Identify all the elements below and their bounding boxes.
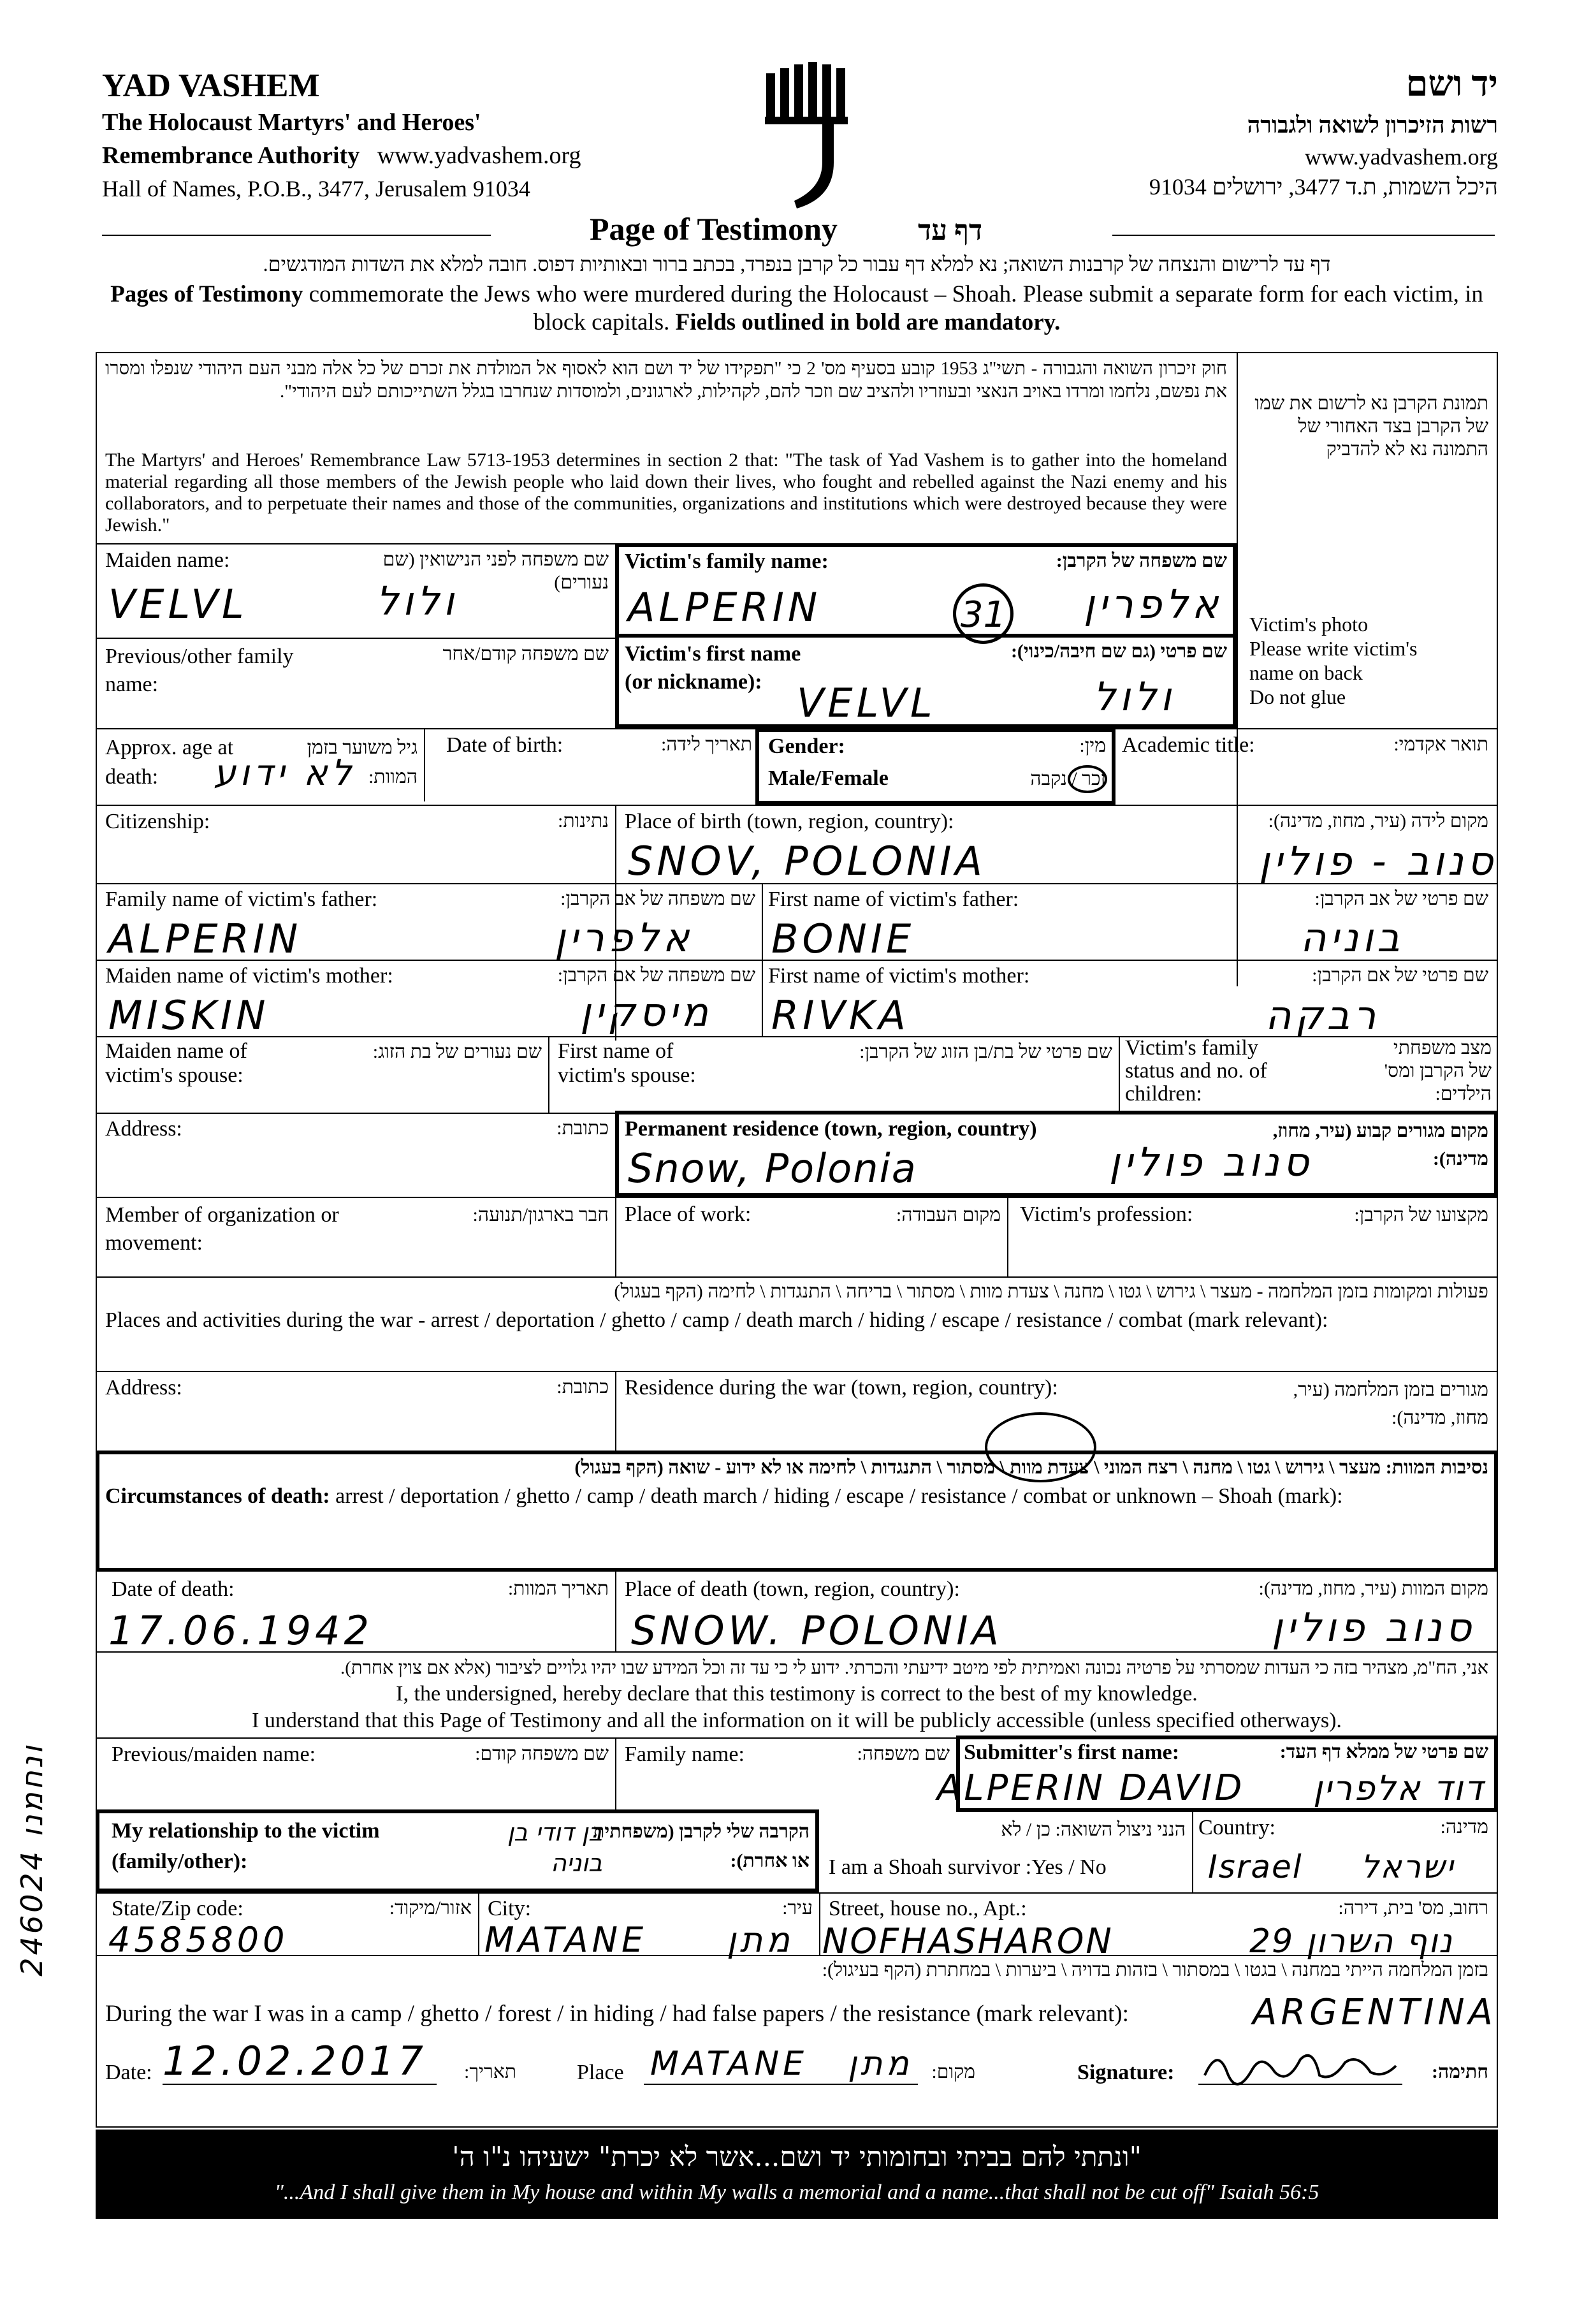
member-of-org-label-he: חבר בארגון/תנועה: <box>472 1204 609 1225</box>
submitter-first-name-value-he[interactable]: דוד אלפרין <box>1313 1768 1485 1808</box>
declaration-he: אני, הח"מ, מצהיר בזה כי העדות שמסרתי על פרטיה נכונה ואמיתית לפי מיטב ידיעתי והכרתי. ידוע לי כי עד זה וכל המידע שבו יהיו גלויים לציבור (אלא אם צוין אחרת). <box>340 1658 1488 1678</box>
gender-options-he[interactable]: זכר / נקבה <box>1030 768 1106 789</box>
rule-activities <box>96 1276 1498 1278</box>
submitter-previous-name-label-he: שם משפחה קודם: <box>475 1743 609 1764</box>
website-en: www.yadvashem.org <box>377 142 581 169</box>
rule-member <box>96 1197 1498 1198</box>
survivor-label-he: הנני ניצול השואה: כן / לא <box>1001 1819 1186 1840</box>
rule-citizenship <box>96 805 1498 806</box>
photo-line4: Do not glue <box>1249 685 1346 708</box>
address-label: Address: <box>105 1117 182 1141</box>
previous-family-name-label: Previous/other family name: <box>105 645 294 696</box>
mother-first-name-label-he: שם פרטי של אם הקרבן: <box>1312 965 1488 986</box>
place-of-birth-label: Place of birth (town, region, country): <box>625 810 954 833</box>
photo-instructions-he: תמונת הקרבן נא לרשום את שמו של הקרבן בצד האחורי של התמונה נא לא להדביק <box>1254 393 1488 460</box>
father-family-name-label: Family name of victim's father: <box>105 888 378 911</box>
permanent-residence-value-he[interactable]: סנוב פולין <box>1109 1139 1313 1185</box>
law-he: חוק זיכרון השואה והגבורה - תשי"ג 1953 קובע בסעיף מס' 2 כי "תפקידו של יד ושם הוא לאסוף אל המולדת את זכרם של כל אלה מבני העם היהודי שנפלו ומסרו את נפשם, נלחמו ומרדו באויב הנאצי ובעוזריו ולהציב שם וזכר להם, לקהילות, לארגונים, ולמוסדות שנחרבו בגלל השתייכותם לעם היהודי". <box>105 358 1227 402</box>
divider-member <box>615 1197 616 1276</box>
war-address-label-he: כתובת: <box>556 1377 609 1398</box>
law-en: The Martyrs' and Heroes' Remembrance Law 5713-1953 determines in section 2 that: "The task of Yad Vashem is to gather into the homeland material regarding all those members of the Jewish people who laid down their lives, who fought and rebelled against the Nazi enemy and his collaborators, and to perpetuate their names and those of the communities, organizations and institutions which were destroyed because they were Jewish." <box>105 449 1227 536</box>
photo-line2: Please write victim's <box>1249 637 1418 660</box>
divider-submitter-1 <box>615 1737 616 1811</box>
place-of-death-label: Place of death (town, region, country): <box>625 1577 960 1601</box>
photo-line3: name on back <box>1249 661 1363 684</box>
circumstances-label-he: נסיבות המוות: מעצר \ גירוש \ גטו \ מחנה \ רצח המוני \ צעדת מוות \ מסתור \ התנגדות \ לחימה או לא ידוע - שואה (הקף בעגול) <box>574 1457 1488 1478</box>
intro-en <box>102 281 1492 337</box>
org-name-en: YAD VASHEM <box>102 68 320 104</box>
org-name-he: יד ושם <box>1406 64 1498 104</box>
submitter-first-name-value[interactable]: ALPERIN DAVID <box>937 1767 1245 1809</box>
photo-divider <box>1237 352 1238 986</box>
gender-options: Male/Female <box>768 766 889 790</box>
profession-label-he: מקצועו של הקרבן: <box>1354 1204 1488 1225</box>
place-of-birth-value[interactable]: SNOV, POLONIA <box>628 838 986 884</box>
spouse-maiden-name-label-he: שם נעורים של בת הזוג: <box>372 1041 542 1062</box>
gender-label-he: מין: <box>1079 735 1106 756</box>
family-status-label: Victim's family status and no. of children: <box>1125 1036 1267 1106</box>
page-title-en: Page of Testimony <box>590 211 838 247</box>
maiden-name-value[interactable]: VELVL <box>108 581 248 627</box>
spouse-first-name-label: First name of victim's spouse: <box>558 1039 696 1087</box>
circumstances-label <box>105 1484 1488 1509</box>
divider-spouse-2 <box>1119 1036 1120 1113</box>
date-underline <box>163 2084 437 2085</box>
place-of-death-value-he[interactable]: סנוב פולין <box>1272 1604 1476 1651</box>
victim-family-name-mark: 31 <box>953 583 1014 644</box>
footer-quote-he: "ונתתי להם בביתי ובחומותי יד ושם...אשר לא יכרת" ישעיהו נ"ו ה' <box>452 2141 1142 2172</box>
war-camp-label-he: בזמן המלחמה הייתי במחנה \ בגטו \ במסתור \ בזהות בדויה \ ביערות \ במחתרת (הקף בעיגול): <box>822 1959 1488 1980</box>
divider-age <box>424 728 425 801</box>
member-of-org-label: Member of organization or movement: <box>105 1203 339 1255</box>
profession-label: Victim's profession: <box>1020 1202 1193 1226</box>
date-of-death-value[interactable]: 17.06.1942 <box>108 1607 373 1654</box>
authority-line1-en: The Holocaust Martyrs' and Heroes' <box>102 109 481 136</box>
mother-first-name-label: First name of victim's mother: <box>768 964 1030 988</box>
activities-label: Places and activities during the war - arrest / deportation / ghetto / camp / death march / hiding / escape / resistance / combat (mark relevant): <box>105 1308 1328 1332</box>
place-of-death-value[interactable]: SNOW. POLONIA <box>631 1607 1003 1654</box>
date-of-death-label: Date of death: <box>112 1577 235 1601</box>
state-zip-value[interactable]: 4585800 <box>108 1920 289 1960</box>
city-value[interactable]: MATANE <box>484 1920 648 1960</box>
title-rule-right <box>1112 235 1495 236</box>
intro-he: דף עד לרישום והנצחה של קרבנות השואה; נא למלא דף עבור כל קרבן בנפרד, בכתב ברור ובאותיות דפוס. חובה למלא את השדות המודגשים. <box>263 252 1331 275</box>
signature-label-he: חתימה: <box>1432 2061 1488 2082</box>
place-underline <box>644 2084 918 2085</box>
activities-label-he: פעולות ומקומות בזמן המלחמה - מעצר \ גירוש \ גטו \ מחנה \ צעדת מוות \ מסתור \ בריחה \ התנגדות \ לחימה (הקף בעגול) <box>614 1281 1488 1302</box>
victim-family-name-label: Victim's family name: <box>625 550 829 573</box>
rule-mother <box>96 960 1498 961</box>
place-value[interactable]: MATANE <box>650 2045 808 2083</box>
maiden-name-label: Maiden name: <box>105 548 230 572</box>
submitter-first-name-label-he: שם פרטי של ממלא דף העד: <box>1279 1741 1488 1762</box>
previous-family-name-label-he: שם משפחה קודם/אחר <box>442 643 609 664</box>
photo-line1: Victim's photo <box>1249 613 1369 636</box>
mother-maiden-name-label: Maiden name of victim's mother: <box>105 964 393 988</box>
father-first-name-label-he: שם פרטי של אב הקרבן: <box>1314 888 1488 909</box>
date-label: Date: <box>105 2061 152 2084</box>
divider-spouse-1 <box>548 1036 549 1113</box>
place-of-work-label-he: מקום העבודה: <box>896 1204 1001 1225</box>
father-family-name-value[interactable]: ALPERIN <box>108 916 302 962</box>
academic-title-label-he: תואר אקדמי: <box>1393 734 1488 755</box>
declaration-en-2: I understand that this Page of Testimony and all the information on it will be publicly accessible (unless specified otherways). <box>252 1709 1342 1732</box>
academic-title-label: Academic title: <box>1122 733 1255 757</box>
maiden-name-value-he[interactable]: ולול <box>376 578 458 624</box>
street-value-he[interactable]: נוף השרון 29 <box>1249 1922 1453 1961</box>
intro-en-lead: Pages of Testimony <box>110 281 303 307</box>
spouse-first-name-label-he: שם פרטי של בת/בן הזוג של הקרבן: <box>859 1041 1112 1062</box>
intro-en-tail: Fields outlined in bold are mandatory. <box>675 309 1061 335</box>
father-first-name-label: First name of victim's father: <box>768 888 1019 911</box>
war-residence-label: Residence during the war (town, region, country): <box>625 1376 1058 1400</box>
country-label: Country: <box>1198 1816 1275 1839</box>
submitter-family-name-label: Family name: <box>625 1743 745 1766</box>
circumstances-label-text: arrest / deportation / ghetto / camp / death march / hiding / escape / resistance / combat or unknown – Shoah (mark): <box>330 1484 1343 1508</box>
date-of-death-label-he: תאריך המוות: <box>507 1578 609 1599</box>
authority-he: רשות הזיכרון לשואה ולגבורה <box>1247 112 1498 138</box>
rule-war-camp <box>96 1955 1498 1956</box>
circumstances-mass-murder-circle <box>985 1412 1096 1482</box>
city-label-he: עיר: <box>782 1897 813 1918</box>
footer-quote-en: "...And I shall give them in My house and within My walls a memorial and a name...that shall not be cut off" Isaiah 56:5 <box>274 2181 1319 2204</box>
state-zip-label: State/Zip code: <box>112 1897 243 1920</box>
victim-first-name-label-he: שם פרטי (גם שם חיבה/כינוי): <box>1010 641 1227 662</box>
approx-age-label: Approx. age at death: <box>105 736 234 789</box>
relationship-label: My relationship to the victim (family/other): <box>112 1819 380 1873</box>
signature-label: Signature: <box>1077 2061 1175 2084</box>
survivor-label[interactable]: I am a Shoah survivor :Yes / No <box>829 1855 1107 1879</box>
address-he: היכל השמות, ת.ד 3477, ירושלים 91034 <box>1149 174 1498 200</box>
family-status-label-he: מצב משפחתי של הקרבן ומס' הילדים: <box>1384 1037 1492 1104</box>
date-value[interactable]: 12.02.2017 <box>163 2038 427 2084</box>
website-he: www.yadvashem.org <box>1305 144 1498 170</box>
rule-declaration <box>96 1651 1498 1653</box>
rule-state <box>96 1892 1498 1894</box>
permanent-residence-value[interactable]: Snow, Polonia <box>628 1145 917 1192</box>
margin-note: ונחמנו 246024 <box>15 1743 49 1977</box>
city-value-he[interactable]: מתן <box>727 1920 794 1960</box>
father-first-name-value[interactable]: BONIE <box>771 916 915 962</box>
place-label-he: מקום: <box>931 2061 975 2082</box>
approx-age-label-he: גיל משוער בזמן המוות: <box>307 737 418 787</box>
relationship-value[interactable]: בן דודי בן בוניה <box>507 1818 602 1877</box>
street-label-he: רחוב, מס' בית, דירה: <box>1338 1897 1488 1918</box>
rule-father <box>96 883 1498 884</box>
country-value-he[interactable]: ישראל <box>1361 1848 1455 1885</box>
country-label-he: מדינה: <box>1440 1816 1488 1838</box>
place-of-death-label-he: מקום המוות (עיר, מחוז, מדינה): <box>1258 1578 1488 1599</box>
divider-work <box>1007 1197 1008 1276</box>
title-rule-left <box>102 235 491 236</box>
street-value[interactable]: NOFHASHARON <box>822 1921 1114 1961</box>
citizenship-label: Citizenship: <box>105 810 210 833</box>
place-of-birth-label-he: מקום לידה (עיר, מחוז, מדינה): <box>1268 810 1488 831</box>
father-family-name-label-he: שם משפחה של אב הקרבן: <box>560 888 755 909</box>
relationship-label-he: הקרבה שלי לקרבן (משפחתית או אחרת): <box>593 1821 810 1871</box>
place-of-birth-value-he[interactable]: סנוב - פולין <box>1259 838 1497 884</box>
victim-family-name-value-he[interactable]: אלפרין <box>1084 581 1223 627</box>
submitter-previous-name-label: Previous/maiden name: <box>112 1743 316 1766</box>
footer-band <box>96 2130 1498 2219</box>
divider-city <box>478 1892 479 1955</box>
divider-war-address <box>615 1371 616 1451</box>
circumstances-label-lead: Circumstances of death: <box>105 1484 330 1508</box>
address-en: Hall of Names, P.O.B., 3477, Jerusalem 91034 <box>102 176 530 201</box>
divider-street <box>819 1892 820 1955</box>
mother-maiden-name-value[interactable]: MISKIN <box>108 992 270 1039</box>
citizenship-label-he: נתינות: <box>558 810 609 831</box>
victim-first-name-value[interactable]: VELVL <box>797 680 936 726</box>
place-label: Place <box>577 2061 624 2084</box>
spouse-maiden-name-label: Maiden name of victim's spouse: <box>105 1039 247 1087</box>
maiden-name-label-he: שם משפחה לפני הנישואין (שם נעורים) <box>382 549 609 593</box>
page-title-he: דף עד <box>918 215 983 246</box>
date-of-birth-label: Date of birth: <box>446 733 563 757</box>
address-label-he: כתובת: <box>556 1118 609 1139</box>
divider-death <box>615 1572 616 1651</box>
war-camp-value[interactable]: ARGENTINA <box>1253 1992 1497 2033</box>
victim-first-name-value-he[interactable]: ולול <box>1093 673 1175 720</box>
submitter-family-name-label-he: שם משפחה: <box>857 1743 950 1764</box>
photo-instructions-en <box>1249 612 1492 709</box>
father-first-name-value-he[interactable]: בוניה <box>1300 914 1404 961</box>
signature-underline <box>1198 2084 1402 2085</box>
place-value-he[interactable]: מתן <box>848 2045 913 2083</box>
authority-line2-en <box>102 142 581 170</box>
date-of-birth-label-he: תאריך לידה: <box>660 734 752 755</box>
victim-first-name-label: Victim's first name (or nickname): <box>625 642 801 694</box>
date-label-he: תאריך: <box>464 2061 516 2082</box>
state-zip-label-he: אזור/מיקוד: <box>389 1897 472 1918</box>
war-residence-label-he: מגורים בזמן המלחמה (עיר, מחוז, מדינה): <box>1293 1379 1488 1428</box>
yad-vashem-logo <box>759 61 861 214</box>
victim-family-name-label-he: שם משפחה של הקרבן: <box>1056 550 1227 571</box>
war-camp-label: During the war I was in a camp / ghetto / forest / in hiding / had false papers / the resistance (mark relevant): <box>105 2001 1129 2027</box>
submitter-first-name-label: Submitter's first name: <box>964 1741 1180 1764</box>
place-of-work-label: Place of work: <box>625 1202 752 1226</box>
father-family-name-value-he[interactable]: אלפרין <box>555 914 694 961</box>
mother-first-name-value-he[interactable]: רבקה <box>1265 992 1380 1039</box>
war-address-label: Address: <box>105 1376 182 1400</box>
mother-first-name-value[interactable]: RIVKA <box>771 992 910 1039</box>
street-label: Street, house no., Apt.: <box>829 1897 1027 1920</box>
mother-maiden-name-label-he: שם משפחה של אם הקרבן: <box>557 965 755 986</box>
rule-previous <box>96 638 615 639</box>
mother-maiden-name-value-he[interactable]: מיסקין <box>580 989 712 1035</box>
victim-family-name-value[interactable]: ALPERIN <box>628 584 822 631</box>
approx-age-value[interactable]: לא ידוע <box>214 752 356 794</box>
gender-label: Gender: <box>768 734 845 758</box>
rule-war-address <box>96 1371 1498 1372</box>
authority-line2-text: Remembrance Authority <box>102 142 360 169</box>
gender-male-circle <box>1068 765 1107 793</box>
intro-en-text: commemorate the Jews who were murdered during the Holocaust – Shoah. Please submit a separate form for each victim, in block capitals. <box>303 281 1483 335</box>
permanent-residence-label-he: מקום מגורים קבוע (עיר, מחוז, מדינה): <box>1272 1120 1488 1169</box>
declaration-en-1: I, the undersigned, hereby declare that this testimony is correct to the best of my knowledge. <box>396 1682 1198 1706</box>
permanent-residence-label: Permanent residence (town, region, country) <box>625 1117 1037 1141</box>
city-label: City: <box>488 1897 532 1920</box>
divider-country <box>1192 1811 1193 1892</box>
country-value[interactable]: Israel <box>1208 1848 1303 1885</box>
